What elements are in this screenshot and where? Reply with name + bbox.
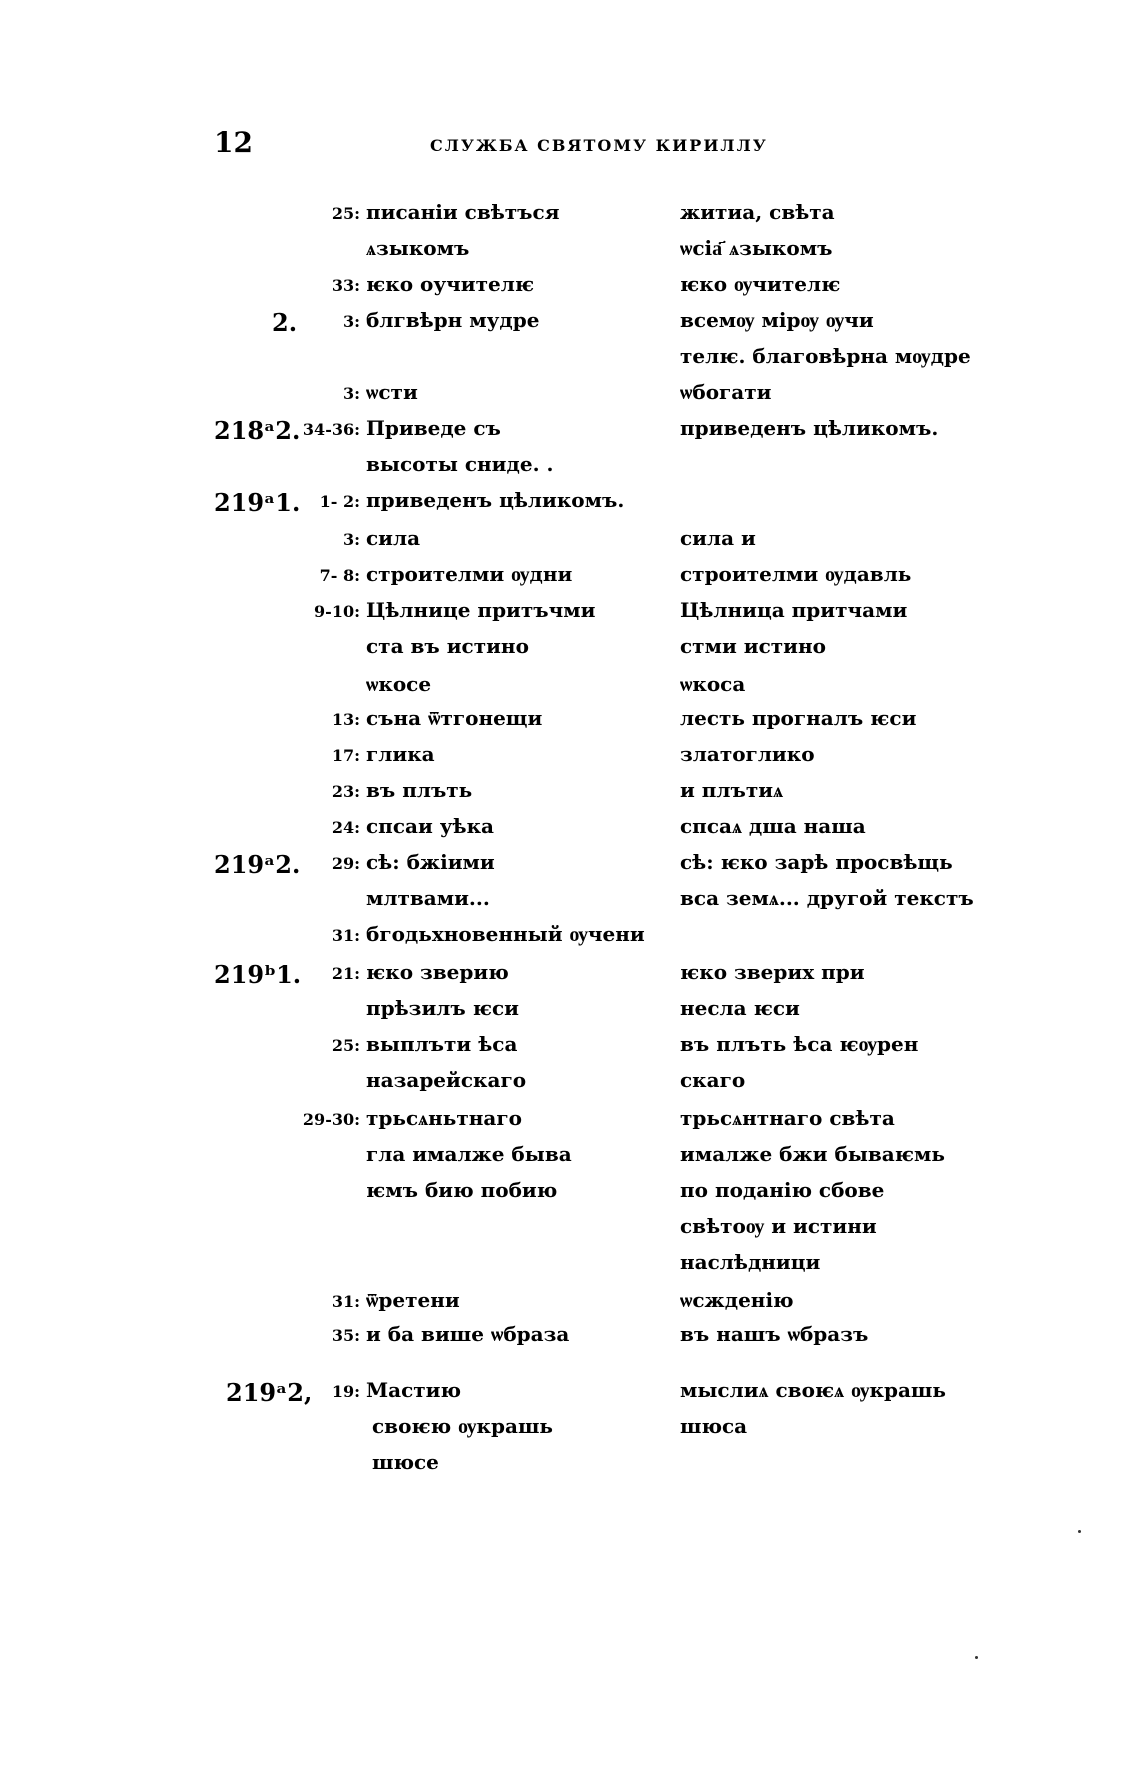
scan-speck (975, 1656, 978, 1659)
line-number: 1- 2: (319, 492, 360, 511)
source-reading: блгвѣрн мудре (366, 308, 540, 332)
table-row (0, 232, 1140, 268)
source-reading: Приведе съ (366, 416, 501, 440)
line-number: 24: (331, 818, 360, 837)
source-reading: ѥмъ бию побию (366, 1178, 558, 1202)
variant-reading: ѥко ѹчителѥ (680, 272, 841, 296)
table-row (0, 412, 1140, 448)
table-row (0, 268, 1140, 304)
variant-reading: трьсѧнтнаго свѣта (680, 1106, 895, 1130)
source-reading: бгодьхновенный ѹчени (366, 922, 645, 946)
source-reading: приведенъ цѣликомъ. (366, 488, 625, 512)
source-reading: млтвами... (366, 886, 490, 910)
source-reading: трьсѧньтнаго (366, 1106, 522, 1130)
table-row (0, 702, 1140, 738)
variant-reading: всемѹ мірѹ ѹчи (680, 308, 874, 332)
line-number: 34-36: (302, 420, 360, 439)
source-reading: выплъти ѣса (366, 1032, 518, 1056)
line-number: 25: (331, 204, 360, 223)
running-head: СЛУЖБА СВЯТОМУ КИРИЛЛУ (430, 136, 768, 155)
source-reading: въ плъть (366, 778, 473, 802)
table-row (0, 1138, 1140, 1174)
table-row (0, 1102, 1140, 1138)
variant-reading: ималже бжи бываѥмь (680, 1142, 945, 1166)
source-reading: ѥко оучителѥ (366, 272, 535, 296)
source-reading: ста въ истино (366, 634, 529, 658)
variant-reading: мыслиѧ своѥѧ ѹкрашь (680, 1378, 946, 1402)
source-reading: своѥю ѹкрашь (372, 1414, 554, 1438)
folio-reference: 2. (272, 308, 298, 337)
source-reading: писаніи свѣтъся (366, 200, 560, 224)
table-row (0, 846, 1140, 882)
variant-reading: сила и (680, 526, 756, 550)
table-row (0, 1246, 1140, 1282)
variant-reading: по поданію сбове (680, 1178, 885, 1202)
table-row (0, 1446, 1140, 1482)
table-row (0, 1318, 1140, 1354)
scan-speck (1078, 1530, 1081, 1533)
variant-reading: телѥ. благовѣрна мѹдре (680, 344, 971, 368)
table-row (0, 668, 1140, 704)
folio-reference: 219ᵃ1. (214, 488, 301, 517)
source-reading: ѿретени (366, 1288, 460, 1312)
table-row (0, 594, 1140, 630)
variant-reading: въ плъть ѣса ѥѹрен (680, 1032, 919, 1056)
variant-reading: житиа, свѣта (680, 200, 835, 224)
variant-reading: ѡбогати (680, 380, 772, 404)
source-reading: ѡкосе (366, 672, 432, 696)
variant-reading: скаго (680, 1068, 746, 1092)
table-row (0, 1374, 1140, 1410)
source-reading: шюсе (372, 1450, 439, 1474)
source-reading: глика (366, 742, 435, 766)
source-reading: назарейскаго (366, 1068, 527, 1092)
line-number: 23: (331, 782, 360, 801)
folio-reference: 219ᵃ2. (214, 850, 301, 879)
line-number: 31: (331, 1292, 360, 1311)
variant-reading: наслѣдници (680, 1250, 821, 1274)
page-number: 12 (214, 126, 253, 159)
table-row (0, 196, 1140, 232)
line-number: 9-10: (314, 602, 360, 621)
source-reading: спсаи уѣка (366, 814, 495, 838)
variant-reading: ѡсжденію (680, 1288, 794, 1312)
line-number: 29-30: (302, 1110, 360, 1129)
line-number: 21: (331, 964, 360, 983)
source-reading: ѥко зверию (366, 960, 509, 984)
table-row (0, 522, 1140, 558)
source-reading: прѣзилъ ѥси (366, 996, 519, 1020)
variant-reading: лесть прогналъ ѥси (680, 706, 917, 730)
variant-reading: стми истино (680, 634, 826, 658)
variant-reading: ѡкоса (680, 672, 746, 696)
variant-reading: приведенъ цѣликомъ. (680, 416, 939, 440)
table-row (0, 1174, 1140, 1210)
line-number: 29: (331, 854, 360, 873)
table-row (0, 1284, 1140, 1320)
source-reading: сила (366, 526, 421, 550)
table-row (0, 484, 1140, 520)
variant-reading: Цѣлница притчами (680, 598, 908, 622)
variant-reading: и плътиѧ (680, 778, 784, 802)
folio-reference: 219ᵃ2, (226, 1378, 313, 1407)
variant-reading: ѥко зверих при (680, 960, 865, 984)
table-row (0, 630, 1140, 666)
variant-reading: свѣтоѹ и истини (680, 1214, 877, 1238)
table-row (0, 1028, 1140, 1064)
variant-reading: златоглико (680, 742, 815, 766)
folio-reference: 219ᵇ1. (214, 960, 302, 989)
source-reading: и ба више ѡбраза (366, 1322, 570, 1346)
table-row (0, 774, 1140, 810)
variant-reading: спсаѧ дша наша (680, 814, 866, 838)
table-row (0, 992, 1140, 1028)
source-reading: высоты сниде. . (366, 452, 554, 476)
table-row (0, 918, 1140, 954)
line-number: 3: (342, 530, 360, 549)
variant-reading: несла ѥси (680, 996, 800, 1020)
table-row (0, 448, 1140, 484)
variant-reading: ѡсіа҃ ѧзыкомъ (680, 236, 833, 260)
source-reading: сѣ: бжіими (366, 850, 495, 874)
line-number: 31: (331, 926, 360, 945)
line-number: 17: (331, 746, 360, 765)
table-row (0, 738, 1140, 774)
line-number: 13: (331, 710, 360, 729)
variant-reading: въ нашъ ѡбразъ (680, 1322, 869, 1346)
table-row (0, 810, 1140, 846)
table-row (0, 1210, 1140, 1246)
table-row (0, 956, 1140, 992)
source-reading: ѧзыкомъ (366, 236, 470, 260)
source-reading: съна ѿтгонещи (366, 706, 543, 730)
variant-reading: сѣ: ѥко зарѣ просвѣщь (680, 850, 953, 874)
table-row (0, 376, 1140, 412)
table-row (0, 304, 1140, 340)
line-number: 3: (342, 384, 360, 403)
line-number: 25: (331, 1036, 360, 1055)
line-number: 19: (331, 1382, 360, 1401)
variant-reading: вса земѧ... другой текстъ (680, 886, 974, 910)
folio-reference: 218ᵃ2. (214, 416, 301, 445)
line-number: 3: (342, 312, 360, 331)
variant-reading: строителми ѹдавль (680, 562, 912, 586)
table-row (0, 882, 1140, 918)
line-number: 33: (331, 276, 360, 295)
source-reading: гла ималже быва (366, 1142, 572, 1166)
table-row (0, 558, 1140, 594)
line-number: 35: (331, 1326, 360, 1345)
source-reading: Цѣлнице притъчми (366, 598, 596, 622)
table-row (0, 1064, 1140, 1100)
line-number: 7- 8: (319, 566, 360, 585)
source-reading: ѡсти (366, 380, 418, 404)
table-row (0, 340, 1140, 376)
source-reading: Мастию (366, 1378, 462, 1402)
table-row (0, 1410, 1140, 1446)
variant-reading: шюса (680, 1414, 748, 1438)
source-reading: строителми ѹдни (366, 562, 573, 586)
